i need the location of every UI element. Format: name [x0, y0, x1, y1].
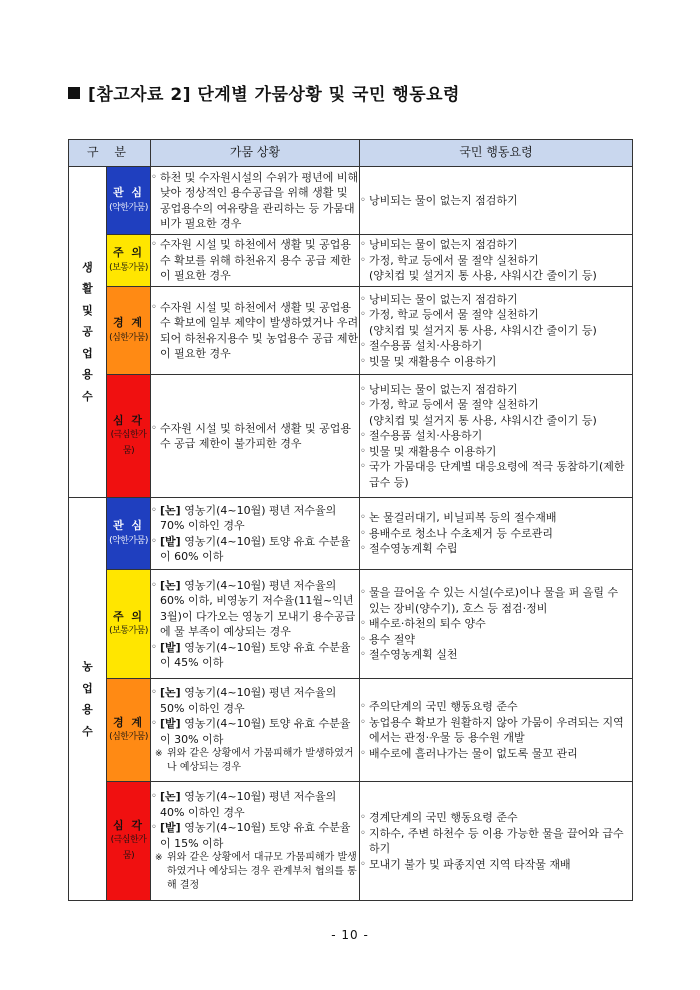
page-number: - 10 - [331, 928, 369, 942]
category-farming: 농 업 용 수 [69, 498, 107, 901]
page-title [68, 80, 460, 105]
situation-cell: ◦ 수자원 시설 및 하천에서 생활 및 공업용수 공급 제한이 불가피한 경우 [151, 375, 360, 498]
header-action: 국민 행동요령 [360, 140, 633, 167]
square-bullet-icon [68, 87, 80, 99]
drought-action-table [68, 139, 633, 901]
situation-cell: ◦ [논] 영농기(4~10월) 평년 저수율의 50% 이하인 경우 ◦ [밭] 영농기(4~10월) 토양 유효 수분율이 30% 이하 ※ 위와 같은 상황에서 가뭄피해가 발생하였거나 예상되는 경우 [151, 679, 360, 782]
situation-cell: ◦ [논] 영농기(4~10월) 평년 저수율의 40% 이하인 경우 ◦ [밭] 영농기(4~10월) 토양 유효 수분율이 15% 이하 ※ 위와 같은 상황에서 대규모 가뭄피해가 발생하였거나 예상되는 경우 관계부처 협의를 통해 결정 [151, 782, 360, 901]
level-alert: 경 계 (심한가뭄) [107, 679, 151, 782]
action-cell: ◦ 낭비되는 물이 없는지 점검하기 ◦ 가정, 학교 등에서 물 절약 실천하기 (양치컵 및 설거지 통 사용, 샤워시간 줄이기 등) ◦ 절수용품 설치·사용하기 ◦ 빗물 및 재활용수 이용하기 ◦ 국가 가뭄대응 단계별 대응요령에 적극 동참하기(제한급수 등) [360, 375, 633, 498]
table-row [69, 782, 633, 901]
action-cell: ◦ 낭비되는 물이 없는지 점검하기 ◦ 가정, 학교 등에서 물 절약 실천하기 (양치컵 및 설거지 통 사용, 샤워시간 줄이기 등) [360, 235, 633, 287]
page-title-text: [참고자료 2] 단계별 가뭄상황 및 국민 행동요령 [88, 85, 460, 105]
table-row [69, 375, 633, 498]
action-cell: ◦ 경계단계의 국민 행동요령 준수 ◦ 지하수, 주변 하천수 등 이용 가능한 물을 끌어와 급수하기 ◦ 모내기 불가 및 파종지연 지역 타작물 재배 [360, 782, 633, 901]
level-serious: 심 각 (극심한가뭄) [107, 782, 151, 901]
category-living: 생 활 및 공 업 용 수 [69, 167, 107, 498]
situation-cell: ◦ 수자원 시설 및 하천에서 생활 및 공업용수 확보에 일부 제약이 발생하였거나 우려되어 하천유지용수 및 농업용수 공급 제한이 필요한 경우 [151, 287, 360, 375]
situation-cell: ◦ [논] 영농기(4~10월) 평년 저수율의 70% 이하인 경우 ◦ [밭] 영농기(4~10월) 토양 유효 수분율이 60% 이하 [151, 498, 360, 570]
level-interest: 관 심 (약한가뭄) [107, 498, 151, 570]
level-alert: 경 계 (심한가뭄) [107, 287, 151, 375]
table-row [69, 167, 633, 235]
header-situation: 가뭄 상황 [151, 140, 360, 167]
action-cell: ◦ 주의단계의 국민 행동요령 준수 ◦ 농업용수 확보가 원활하지 않아 가뭄이 우려되는 지역에서는 관정·우물 등 용수원 개발 ◦ 배수로에 흘러나가는 물이 없도록 물꼬 관리 [360, 679, 633, 782]
table-row [69, 570, 633, 679]
action-cell: ◦ 논 물걸러대기, 비닐피복 등의 절수재배 ◦ 용배수로 청소나 수초제거 등 수로관리 ◦ 절수영농계획 수립 [360, 498, 633, 570]
table-row [69, 679, 633, 782]
table-row [69, 287, 633, 375]
level-caution: 주 의 (보통가뭄) [107, 235, 151, 287]
table-row [69, 498, 633, 570]
level-serious: 심 각 (극심한가뭄) [107, 375, 151, 498]
situation-cell: ◦ 하천 및 수자원시설의 수위가 평년에 비해 낮아 정상적인 용수공급을 위해 생활 및 공업용수의 여유량을 관리하는 등 가뭄대비가 필요한 경우 [151, 167, 360, 235]
action-cell: ◦ 물을 끌어올 수 있는 시설(수로)이나 물을 퍼 올릴 수 있는 장비(양수기), 호스 등 점검·정비 ◦ 배수로·하천의 퇴수 양수 ◦ 용수 절약 ◦ 절수영농계획 실천 [360, 570, 633, 679]
table-header-row [69, 140, 633, 167]
action-cell: ◦ 낭비되는 물이 없는지 점검하기 ◦ 가정, 학교 등에서 물 절약 실천하기 (양치컵 및 설거지 통 사용, 샤워시간 줄이기 등) ◦ 절수용품 설치·사용하기 ◦ 빗물 및 재활용수 이용하기 [360, 287, 633, 375]
level-interest: 관 심 (약한가뭄) [107, 167, 151, 235]
action-cell: ◦ 낭비되는 물이 없는지 점검하기 [360, 167, 633, 235]
header-division: 구 분 [69, 140, 151, 167]
table-row [69, 235, 633, 287]
situation-cell: ◦ [논] 영농기(4~10월) 평년 저수율의 60% 이하, 비영농기 저수율(11월~익년 3월)이 다가오는 영농기 모내기 용수공급에 물 부족이 예상되는 경우 ◦ [밭] 영농기(4~10월) 토양 유효 수분율이 45% 이하 [151, 570, 360, 679]
level-caution: 주 의 (보통가뭄) [107, 570, 151, 679]
situation-cell: ◦ 수자원 시설 및 하천에서 생활 및 공업용수 확보를 위해 하천유지 용수 공급 제한이 필요한 경우 [151, 235, 360, 287]
